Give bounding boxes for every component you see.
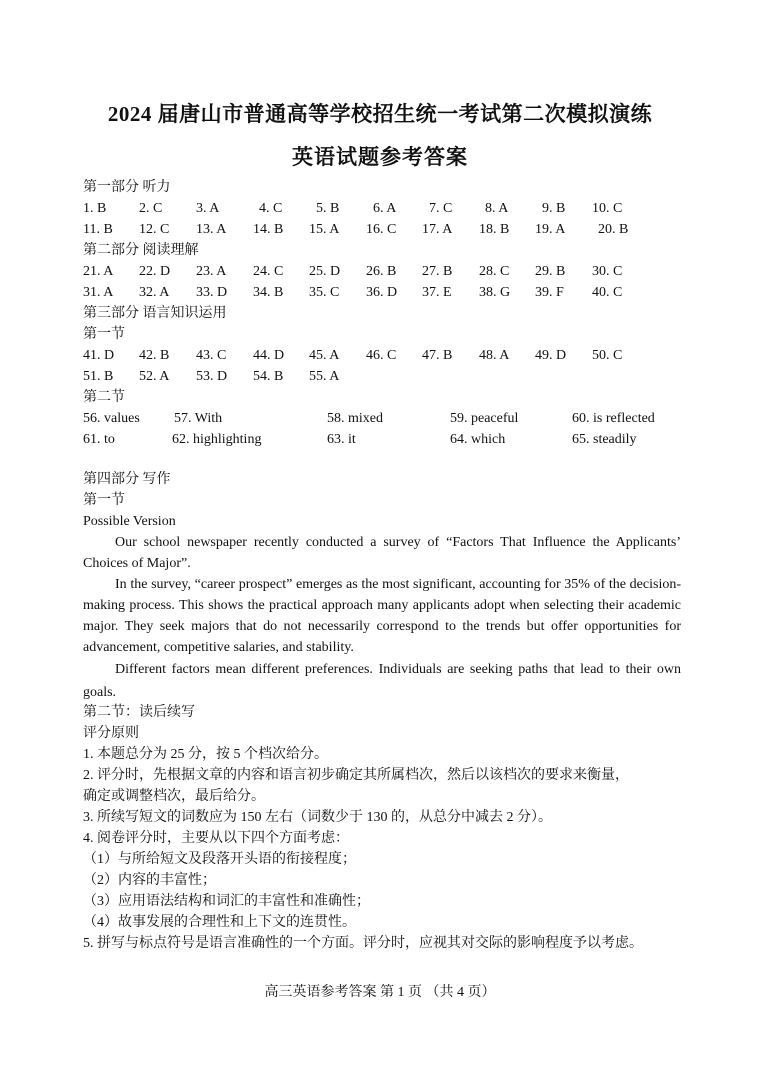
- criteria-subitem: （4）故事发展的合理性和上下文的连贯性。: [83, 915, 356, 930]
- answer-item: 1. B: [83, 201, 107, 216]
- part3-heading: 第三部分 语言知识运用: [83, 306, 227, 321]
- answer-item: 24. C: [253, 264, 284, 279]
- answer-row: [83, 282, 681, 303]
- criteria-subitem: （2）内容的丰富性；: [83, 873, 216, 888]
- answer-item: 54. B: [253, 369, 284, 384]
- fill-answer-item: 58. mixed: [327, 411, 383, 426]
- answer-item: 11. B: [83, 222, 113, 237]
- section-heading: 第二节：读后续写: [83, 705, 195, 720]
- answer-item: 6. A: [373, 201, 397, 216]
- part1-heading: 第一部分 听力: [83, 180, 171, 195]
- answer-row: [83, 219, 681, 240]
- answer-item: 20. B: [598, 222, 629, 237]
- answer-item: 2. C: [139, 201, 163, 216]
- fill-answer-row: [83, 429, 681, 450]
- fill-answer-item: 60. is reflected: [572, 411, 655, 426]
- answer-item: 9. B: [542, 201, 566, 216]
- criteria-subitem: （1）与所给短文及段落开头语的衔接程度；: [83, 852, 356, 867]
- document-subtitle: 英语试题参考答案: [292, 145, 468, 169]
- criteria-item: 1. 本题总分为 25 分，按 5 个档次给分。: [83, 747, 328, 762]
- answer-item: 32. A: [139, 285, 170, 300]
- answer-item: 7. C: [429, 201, 453, 216]
- fill-answer-item: 65. steadily: [572, 432, 637, 447]
- answer-item: 18. B: [479, 222, 510, 237]
- spacer: [83, 450, 681, 469]
- essay-paragraph: In the survey, “career prospect” emerges as the most significant, accounting for 35% of the decision-making process. This shows the practical approach many applicants adopt when selecting their academic major. They seek majors that do not necessarily correspond to the trends but offer opportunities for advancement, competitive salaries, and stability.: [83, 577, 681, 655]
- answer-item: 37. E: [422, 285, 452, 300]
- answer-item: 49. D: [535, 348, 567, 363]
- answer-item: 23. A: [196, 264, 227, 279]
- fill-answer-item: 59. peaceful: [450, 411, 519, 426]
- criteria-item: 5. 拼写与标点符号是语言准确性的一个方面。评分时，应视其对交际的影响程度予以考虑。: [83, 936, 643, 951]
- answer-item: 29. B: [535, 264, 566, 279]
- criteria-subitem: （3）应用语法结构和词汇的丰富性和准确性；: [83, 894, 370, 909]
- fill-answer-item: 62. highlighting: [172, 432, 262, 447]
- answer-row: [83, 345, 681, 366]
- page-footer: 高三英语参考答案 第 1 页 （共 4 页）: [264, 985, 496, 1000]
- answer-item: 39. F: [535, 285, 564, 300]
- answer-item: 8. A: [485, 201, 509, 216]
- fill-answer-item: 57. With: [174, 411, 223, 426]
- fill-answer-item: 61. to: [83, 432, 115, 447]
- answer-item: 19. A: [535, 222, 566, 237]
- part4-heading: 第四部分 写作: [83, 472, 171, 487]
- section-heading: 第一节: [83, 327, 125, 342]
- essay-paragraph: Different factors mean different preferences. Individuals are seeking paths that lead to their own goals.: [83, 662, 681, 700]
- answer-item: 42. B: [139, 348, 170, 363]
- answer-item: 35. C: [309, 285, 340, 300]
- answer-item: 33. D: [196, 285, 228, 300]
- document-title: 2024 届唐山市普通高等学校招生统一考试第二次模拟演练: [107, 102, 653, 126]
- fill-answer-row: [83, 408, 681, 429]
- answer-item: 16. C: [366, 222, 397, 237]
- essay-paragraph: Our school newspaper recently conducted a survey of “Factors That Influence the Applicants’ Choices of Major”.: [83, 535, 681, 571]
- answer-row: [83, 261, 681, 282]
- criteria-heading: 评分原则: [83, 726, 139, 741]
- answer-item: 3. A: [196, 201, 220, 216]
- criteria-item: 2. 评分时，先根据文章的内容和语言初步确定其所属档次，然后以该档次的要求来衡量，: [83, 768, 629, 783]
- answer-item: 38. G: [479, 285, 511, 300]
- document-body: [83, 177, 681, 954]
- answer-item: 41. D: [83, 348, 115, 363]
- answer-row: [83, 198, 681, 219]
- answer-item: 48. A: [479, 348, 510, 363]
- criteria-item: 4. 阅卷评分时，主要从以下四个方面考虑：: [83, 831, 349, 846]
- answer-item: 36. D: [366, 285, 398, 300]
- answer-item: 14. B: [253, 222, 284, 237]
- answer-item: 44. D: [253, 348, 285, 363]
- answer-item: 13. A: [196, 222, 227, 237]
- answer-item: 4. C: [259, 201, 283, 216]
- possible-version-label: Possible Version: [83, 514, 176, 529]
- answer-item: 53. D: [196, 369, 228, 384]
- answer-item: 31. A: [83, 285, 114, 300]
- fill-answer-item: 56. values: [83, 411, 140, 426]
- answer-row: [83, 366, 681, 387]
- answer-item: 55. A: [309, 369, 340, 384]
- fill-answer-item: 63. it: [327, 432, 356, 447]
- answer-item: 43. C: [196, 348, 227, 363]
- fill-answer-item: 64. which: [450, 432, 506, 447]
- answer-item: 30. C: [592, 264, 623, 279]
- criteria-item: 确定或调整档次，最后给分。: [83, 789, 265, 804]
- answer-item: 17. A: [422, 222, 453, 237]
- answer-item: 45. A: [309, 348, 340, 363]
- answer-item: 28. C: [479, 264, 510, 279]
- answer-item: 21. A: [83, 264, 114, 279]
- answer-item: 10. C: [592, 201, 623, 216]
- answer-item: 12. C: [139, 222, 170, 237]
- answer-item: 22. D: [139, 264, 171, 279]
- answer-item: 46. C: [366, 348, 397, 363]
- answer-item: 25. D: [309, 264, 341, 279]
- part2-heading: 第二部分 阅读理解: [83, 243, 199, 258]
- answer-item: 47. B: [422, 348, 453, 363]
- answer-item: 5. B: [316, 201, 340, 216]
- answer-item: 40. C: [592, 285, 623, 300]
- answer-item: 27. B: [422, 264, 453, 279]
- answer-item: 52. A: [139, 369, 170, 384]
- section-heading: 第二节: [83, 390, 125, 405]
- section-heading: 第一节: [83, 493, 125, 508]
- answer-item: 26. B: [366, 264, 397, 279]
- answer-item: 51. B: [83, 369, 114, 384]
- answer-item: 34. B: [253, 285, 284, 300]
- criteria-item: 3. 所续写短文的词数应为 150 左右（词数少于 130 的，从总分中减去 2 分）。: [83, 810, 552, 825]
- answer-item: 50. C: [592, 348, 623, 363]
- answer-item: 15. A: [309, 222, 340, 237]
